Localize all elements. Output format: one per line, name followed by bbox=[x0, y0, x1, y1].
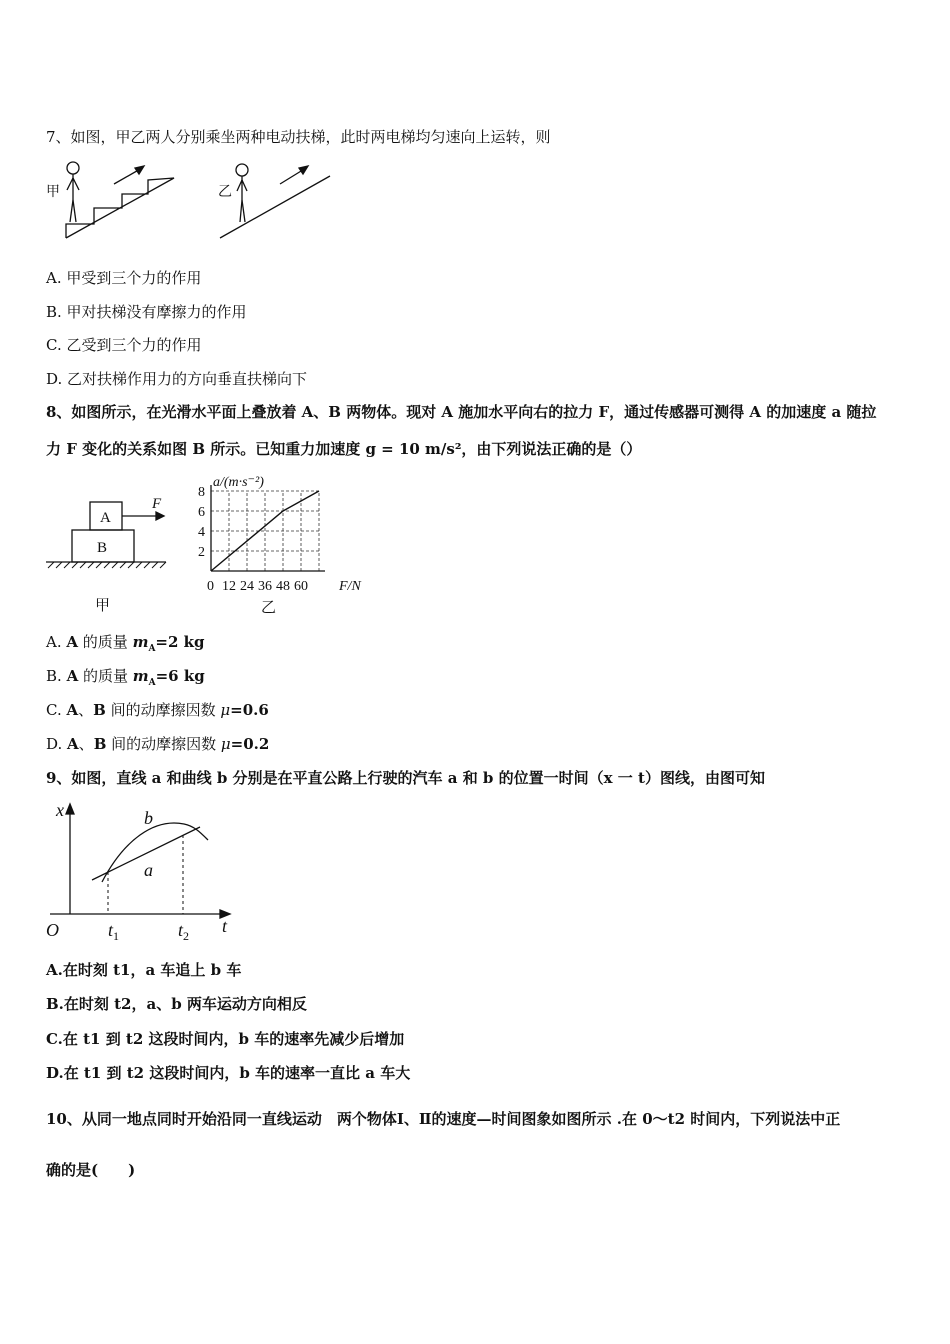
x-tick-label: 36 bbox=[258, 579, 272, 594]
y-tick-label: 6 bbox=[198, 505, 205, 520]
q7-option-c: C. 乙受到三个力的作用 bbox=[46, 336, 202, 354]
axis-x-arrow bbox=[66, 804, 74, 914]
label-jia: 甲 bbox=[46, 185, 60, 200]
line-a-label: a bbox=[144, 860, 153, 880]
arrow-up-icon bbox=[114, 166, 144, 184]
q9-option-a: A.在时刻 t1，a 车追上 b 车 bbox=[46, 961, 242, 979]
axis-x-label: x bbox=[56, 800, 64, 820]
force-arrow-icon bbox=[122, 512, 164, 520]
q8-stem-line2: 力 F 变化的关系如图 B 所示。已知重力加速度 g = 10 m/s²，由下列说法正确的是（） bbox=[46, 440, 642, 458]
x-tick-label: 0 bbox=[207, 579, 214, 594]
q8-option-a: A. A 的质量 $m_A=2$ kg bbox=[46, 633, 205, 654]
axis-t-arrow bbox=[50, 910, 230, 918]
q8-blocks-figure bbox=[44, 470, 184, 620]
q8-option-c: C. A、B 间的动摩擦因数 μ=0.6 bbox=[46, 701, 269, 719]
escalator-stairs bbox=[66, 178, 174, 238]
q10-stem-line1: 10、从同一地点同时开始沿同一直线运动 两个物体Ⅰ、Ⅱ的速度—时间图象如图所示 .在 0～t2 时间内，下列说法中正 bbox=[46, 1110, 841, 1128]
q8-chart bbox=[195, 470, 395, 620]
q9-option-c: C.在 t1 到 t2 这段时间内，b 车的速率先减少后增加 bbox=[46, 1030, 405, 1048]
x-tick-label: 12 bbox=[222, 579, 236, 594]
q7-stem: 7、如图，甲乙两人分别乘坐两种电动扶梯，此时两电梯均匀速向上运转，则 bbox=[46, 128, 551, 146]
person-jia-icon bbox=[67, 162, 79, 222]
escalator-slope bbox=[220, 176, 330, 238]
x-tick-label: 60 bbox=[294, 579, 308, 594]
y-tick-label: 8 bbox=[198, 485, 205, 500]
block-a-label: A bbox=[100, 510, 111, 526]
y-tick-label: 4 bbox=[198, 525, 205, 540]
force-label: F bbox=[152, 496, 162, 512]
label-yi: 乙 bbox=[218, 185, 232, 200]
q7-option-b: B. 甲对扶梯没有摩擦力的作用 bbox=[46, 303, 247, 321]
block-b-label: B bbox=[97, 540, 108, 556]
q9-xt-figure bbox=[44, 798, 244, 948]
caption-jia: 甲 bbox=[95, 598, 111, 614]
chart-xlabel: F/N bbox=[339, 579, 361, 594]
q9-stem: 9、如图，直线 a 和曲线 b 分别是在平直公路上行驶的汽车 a 和 b 的位置一时间（x 一 t）图线，由图可知 bbox=[46, 769, 765, 787]
chart-ylabel: a/(m·s⁻²) bbox=[213, 475, 264, 490]
x-tick-label: 24 bbox=[240, 579, 254, 594]
q7-option-a: A. 甲受到三个力的作用 bbox=[46, 269, 202, 287]
arrow-up-icon-2 bbox=[280, 166, 308, 184]
curve-b bbox=[102, 823, 208, 882]
q8-option-b: B. A 的质量 $m_A=6$ kg bbox=[46, 667, 205, 688]
ground-hatch bbox=[48, 562, 166, 568]
q8-option-d: D. A、B 间的动摩擦因数 μ=0.2 bbox=[46, 735, 270, 753]
x-tick-label: 48 bbox=[276, 579, 290, 594]
chart-grid bbox=[211, 491, 319, 571]
q9-option-b: B.在时刻 t2，a、b 两车运动方向相反 bbox=[46, 995, 307, 1013]
person-yi-icon bbox=[236, 164, 248, 222]
axis-t-label: t bbox=[222, 916, 228, 936]
t2-label: $t_2$ bbox=[178, 920, 190, 943]
chart-ticks bbox=[198, 485, 308, 594]
q8-stem-line1: 8、如图所示，在光滑水平面上叠放着 A、B 两物体。现对 A 施加水平向右的拉力 F，通过传感器可测得 A 的加速度 a 随拉 bbox=[46, 403, 877, 421]
caption-yi: 乙 bbox=[261, 600, 277, 616]
q7-figure bbox=[44, 156, 344, 246]
origin-label: O bbox=[46, 920, 59, 940]
q10-stem-line2: 确的是( ) bbox=[46, 1161, 136, 1179]
curve-b-label: b bbox=[144, 808, 153, 828]
q7-option-d: D. 乙对扶梯作用力的方向垂直扶梯向下 bbox=[46, 370, 308, 388]
y-tick-label: 2 bbox=[198, 545, 205, 560]
t1-label: $t_1$ bbox=[108, 920, 120, 943]
q9-option-d: D.在 t1 到 t2 这段时间内，b 车的速率一直比 a 车大 bbox=[46, 1064, 411, 1082]
